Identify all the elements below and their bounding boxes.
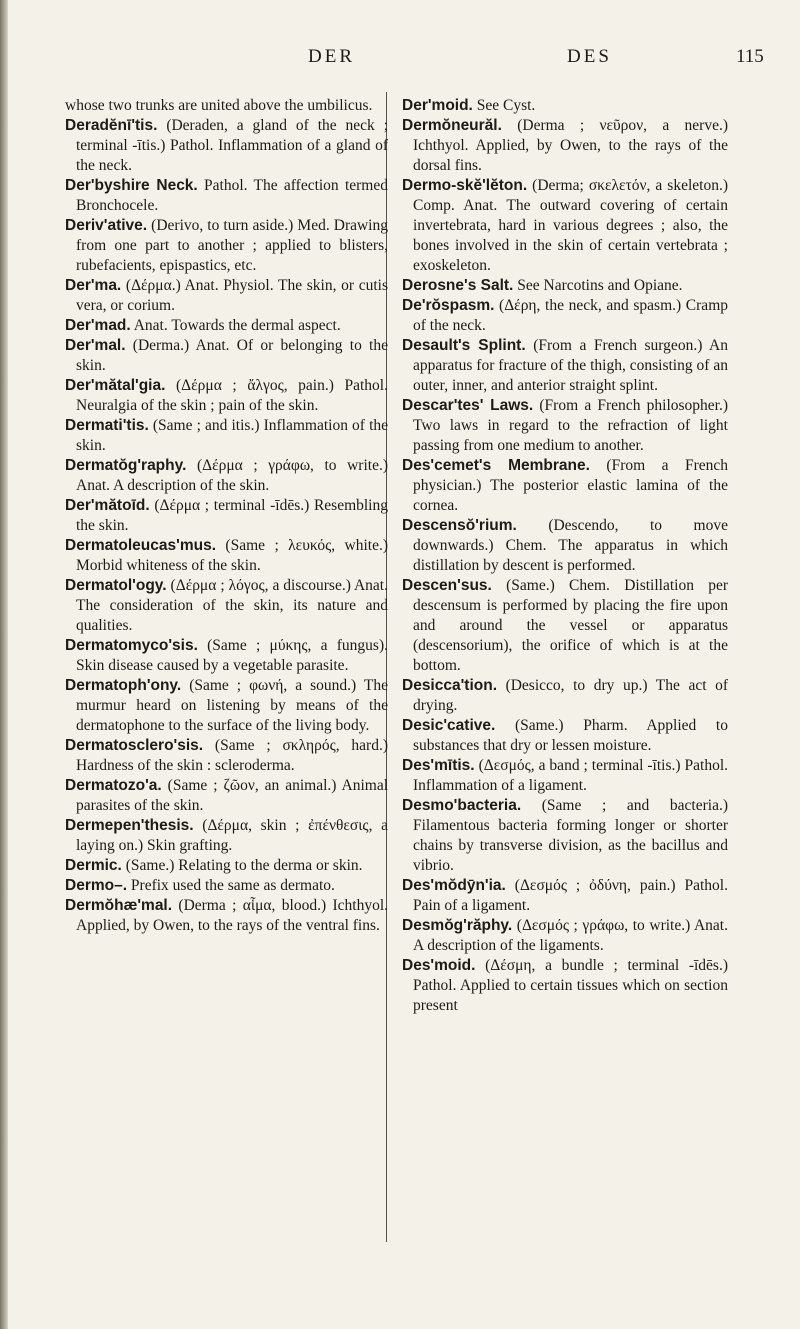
- entry-headword: Dermatozo'a.: [65, 777, 162, 794]
- entry-definition: (Derma.) Anat. Of or belonging to the skin.: [76, 337, 388, 374]
- entry-definition: (Same ; and itis.) Inflammation of the skin.: [76, 417, 388, 454]
- entry-headword: Der'mal.: [65, 337, 126, 354]
- entry-definition: (Δέρμα, skin ; ἐπένθεσις, a laying on.) Skin grafting.: [76, 817, 388, 854]
- entry-headword: Desic'cative.: [402, 717, 496, 734]
- entry-definition: (Same ; λευκός, white.) Morbid whiteness of the skin.: [76, 537, 388, 574]
- page-edge-shadow: [0, 0, 8, 1329]
- dictionary-entry: [65, 736, 388, 776]
- dictionary-entry: [402, 876, 728, 916]
- entry-definition: (From a French philosopher.) Two laws in regard to the refraction of light passing from one medium to another.: [413, 397, 729, 454]
- entry-headword: Des'moid.: [402, 957, 476, 974]
- dictionary-entry: [65, 176, 388, 216]
- dictionary-entry: [402, 916, 728, 956]
- entry-definition: (Derivo, to turn aside.) Med. Drawing from one part to another ; applied to blisters, rubefacients, epispastics, etc.: [76, 217, 388, 274]
- entry-headword: Des'mŏdȳn'ia.: [402, 877, 506, 894]
- entry-definition: (Derma ; αἷμα, blood.) Ichthyol. Applied, by Owen, to the rays of the ventral fins.: [76, 897, 388, 934]
- dictionary-entry: [402, 516, 728, 576]
- entry-definition: (Same ; σκληρός, hard.) Hardness of the skin : scleroderma.: [76, 737, 388, 774]
- dictionary-entry: [402, 396, 728, 456]
- dictionary-entry: [65, 896, 388, 936]
- entry-headword: Der'moid.: [402, 97, 473, 114]
- entry-headword: Dermic.: [65, 857, 122, 874]
- dictionary-entry: [402, 456, 728, 516]
- entry-definition: (Desicco, to dry up.) The act of drying.: [413, 677, 728, 714]
- entry-definition: (Same ; μύκης, a fungus). Skin disease caused by a vegetable parasite.: [76, 637, 388, 674]
- entry-definition: (From a French physician.) The posterior elastic lamina of the cornea.: [413, 457, 728, 514]
- entry-definition: (Δέρμα ; λόγος, a discourse.) Anat. The consideration of the skin, its nature and qualities.: [76, 577, 388, 634]
- entry-headword: Dermati'tis.: [65, 417, 149, 434]
- dictionary-entry: [402, 756, 728, 796]
- entry-headword: Dermo–.: [65, 877, 128, 894]
- entry-definition: Anat. Towards the dermal aspect.: [130, 317, 341, 334]
- dictionary-entry: [65, 496, 388, 536]
- entry-headword: Dermŏneurăl.: [402, 117, 502, 134]
- entry-definition: (Same ; ζῶον, an animal.) Animal parasites of the skin.: [76, 777, 388, 814]
- dictionary-entry: [402, 716, 728, 756]
- dictionary-entry: [65, 276, 388, 316]
- entry-headword: Descar'tes' Laws.: [402, 397, 534, 414]
- dictionary-entry: [65, 216, 388, 276]
- entry-headword: Derosne's Salt.: [402, 277, 514, 294]
- entry-definition: (Same ; φωνή, a sound.) The murmur heard on listening by means of the dermatophone to the surface of the living body.: [76, 677, 388, 734]
- dictionary-entry: [65, 856, 388, 876]
- dictionary-entry: [65, 536, 388, 576]
- dictionary-entry: [65, 416, 388, 456]
- entry-headword: Dermo-skĕ'lĕton.: [402, 177, 528, 194]
- entry-definition: (Δέρμα ; terminal -īdēs.) Resembling the skin.: [76, 497, 388, 534]
- dictionary-entry: [65, 336, 388, 376]
- header-left-guide-word: DER: [308, 46, 355, 67]
- dictionary-entry: [402, 676, 728, 716]
- entry-headword: De'rŏspasm.: [402, 297, 495, 314]
- entry-headword: Dermepen'thesis.: [65, 817, 194, 834]
- running-header: [0, 46, 800, 70]
- entry-headword: Der'byshire Neck.: [65, 177, 198, 194]
- entry-headword: Dermatoleucas'mus.: [65, 537, 216, 554]
- dictionary-entry: [402, 796, 728, 876]
- dictionary-entry: [402, 276, 728, 296]
- entry-headword: Des'cemet's Membrane.: [402, 457, 590, 474]
- entry-definition: (Δεσμός ; ὀδύνη, pain.) Pathol. Pain of a ligament.: [413, 877, 728, 914]
- entry-headword: Dermatol'ogy.: [65, 577, 167, 594]
- dictionary-entry: [65, 576, 388, 636]
- dictionary-entry: [65, 116, 388, 176]
- dictionary-entry: [402, 176, 728, 276]
- entry-headword: Desmo'bacteria.: [402, 797, 522, 814]
- entry-definition: (Δεσμός, a band ; terminal -ītis.) Pathol. Inflammation of a ligament.: [413, 757, 728, 794]
- entry-definition: (Same.) Chem. Distillation per descensum is performed by placing the fire upon and around the vessel or apparatus (descensorium), the orifice of which is at the bottom.: [413, 577, 728, 674]
- entry-headword: Descen'sus.: [402, 577, 492, 594]
- dictionary-entry: [402, 956, 728, 1016]
- entry-headword: Deradĕnī'tis.: [65, 117, 158, 134]
- entry-definition: (Deraden, a gland of the neck ; terminal -ītis.) Pathol. Inflammation of a gland of the neck.: [76, 117, 388, 174]
- dictionary-entry: [402, 116, 728, 176]
- entry-definition: Prefix used the same as dermato.: [127, 877, 335, 894]
- dictionary-entry: [402, 336, 728, 396]
- entry-definition: (Derma ; νεῦρον, a nerve.) Ichthyol. Applied, by Owen, to the rays of the dorsal fins.: [413, 117, 728, 174]
- entry-headword: Dermatoph'ony.: [65, 677, 182, 694]
- entry-headword: Der'mătoīd.: [65, 497, 150, 514]
- dictionary-entry: [402, 576, 728, 676]
- entry-definition: (Δέσμη, a bundle ; terminal -īdēs.) Pathol. Applied to certain tissues which on section present: [413, 957, 728, 1014]
- entry-definition: (Derma; σκελετόν, a skeleton.) Comp. Anat. The outward covering of certain invertebrata, hard in various degrees ; also, the bones involved in the skin of certain vertebrata ; exoskeleton.: [413, 177, 728, 274]
- entry-headword: Desmŏg'răphy.: [402, 917, 513, 934]
- entry-headword: Der'mad.: [65, 317, 131, 334]
- entry-definition: whose two trunks are united above the umbilicus.: [65, 97, 373, 114]
- entry-headword: Descensŏ'rium.: [402, 517, 517, 534]
- dictionary-entry: [65, 376, 388, 416]
- entry-definition: Pathol. The affection termed Bronchocele.: [76, 177, 388, 214]
- dictionary-entry: [402, 296, 728, 336]
- entry-definition: (Same.) Pharm. Applied to substances that dry or lessen moisture.: [413, 717, 728, 754]
- page-number: 115: [736, 46, 764, 67]
- entry-headword: Dermatosclero'sis.: [65, 737, 204, 754]
- right-column: [402, 96, 728, 1016]
- entry-definition: (Same ; and bacteria.) Filamentous bacteria forming longer or shorter chains by transverse division, as the bacillus and vibrio.: [413, 797, 728, 874]
- entry-headword: Dermatomyco'sis.: [65, 637, 198, 654]
- header-right-guide-word: DES: [567, 46, 612, 67]
- entry-definition: (Δέρμα ; γράφω, to write.) Anat. A description of the skin.: [76, 457, 388, 494]
- entry-definition: (Same.) Relating to the derma or skin.: [121, 857, 363, 874]
- entry-definition: (Δέρη, the neck, and spasm.) Cramp of the neck.: [413, 297, 728, 334]
- dictionary-entry: [65, 876, 388, 896]
- dictionary-entry: [65, 316, 388, 336]
- dictionary-entry: [65, 96, 388, 116]
- entry-definition: See Narcotins and Opiane.: [513, 277, 683, 294]
- entry-headword: Dermŏhæ'mal.: [65, 897, 173, 914]
- entry-definition: (Δέρμα.) Anat. Physiol. The skin, or cutis vera, or corium.: [76, 277, 388, 314]
- entry-headword: Deriv'ative.: [65, 217, 148, 234]
- entry-headword: Dermatŏg'raphy.: [65, 457, 187, 474]
- entry-definition: See Cyst.: [472, 97, 536, 114]
- dictionary-entry: [65, 776, 388, 816]
- dictionary-entry: [402, 96, 728, 116]
- entry-headword: Der'mătal'gia.: [65, 377, 166, 394]
- dictionary-entry: [65, 816, 388, 856]
- dictionary-entry: [65, 456, 388, 496]
- entry-definition: (Descendo, to move downwards.) Chem. The apparatus in which distillation by descent is performed.: [413, 517, 728, 574]
- entry-definition: (Δεσμός ; γράφω, to write.) Anat. A description of the ligaments.: [413, 917, 728, 954]
- entry-headword: Des'mītis.: [402, 757, 475, 774]
- dictionary-entry: [65, 676, 388, 736]
- left-column: [65, 96, 388, 936]
- entry-headword: Der'ma.: [65, 277, 122, 294]
- entry-headword: Desicca'tion.: [402, 677, 497, 694]
- entry-headword: Desault's Splint.: [402, 337, 526, 354]
- entry-definition: (From a French surgeon.) An apparatus for fracture of the thigh, consisting of an outer, inner, and anterior straight splint.: [413, 337, 728, 394]
- entry-definition: (Δέρμα ; ἄλγος, pain.) Pathol. Neuralgia of the skin ; pain of the skin.: [76, 377, 388, 414]
- dictionary-entry: [65, 636, 388, 676]
